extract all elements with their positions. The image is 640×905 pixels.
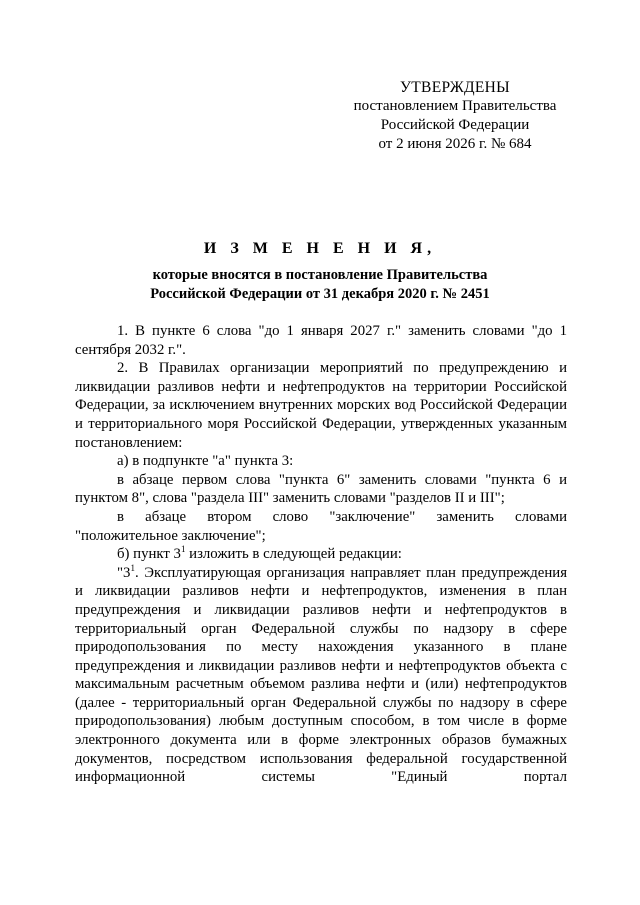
paragraph-item-2: 2. В Правилах организации мероприятий по предупреждению и ликвидации разливов нефти и нефтепродуктов на территории Российской Федерации, за исключением внутренних морских вод Российской Федерации и территориального моря Российской Федерации, утвержденных указанным постановлением:: [75, 360, 567, 451]
paragraph-item-1: 1. В пункте 6 слова "до 1 января 2027 г." заменить словами "до 1 сентября 2032 г.".: [75, 323, 567, 358]
heading-title: И З М Е Н Е Н И Я,: [203, 240, 437, 257]
text-fragment: б) пункт 3: [117, 546, 181, 563]
document-body: [75, 322, 567, 787]
approval-title: УТВЕРЖДЕНЫ: [400, 79, 510, 96]
paragraph-new-wording: [75, 564, 567, 787]
paragraph-second-abzac: в абзаце втором слово "заключение" заменить словами "положительное заключение";: [75, 508, 567, 544]
superscript: 1: [180, 544, 186, 555]
heading-subtitle: Российской Федерации от 31 декабря 2020 г. № 2451: [150, 286, 490, 302]
heading-subtitle: которые вносятся в постановление Правительства: [152, 267, 488, 283]
paragraph-subitem-a: а) в подпункте "а" пункта 3:: [117, 453, 294, 470]
text-fragment: . Эксплуатирующая организация направляет план предупреждения и ликвидации разливов нефти и нефтепродуктов, изменения в план предупреждения и ликвидации разливов нефти и нефтепродуктов в территориальный орган Федеральной службы по надзору в сфере природопользования по месту нахождения указанного в плане предупреждения и ликвидации разливов нефти и нефтепродуктов объекта с максимальным расчетным объемом разлива нефти и (или) нефтепродуктов (далее - территориальный орган Федеральной службы по надзору в сфере природопользования) любым доступным способом, в том числе в форме электронного документа или в форме электронных образов бумажных документов, посредством использования федеральной государственной информационной системы "Единый портал: [75, 564, 567, 786]
approval-line: Российской Федерации: [380, 117, 530, 133]
superscript: 1: [130, 562, 135, 573]
approval-date: от 2 июня 2026 г. № 684: [378, 136, 532, 152]
text-fragment: "3: [117, 564, 131, 581]
document-heading: [60, 238, 580, 304]
approval-line: постановлением Правительства: [353, 98, 557, 114]
paragraph-first-abzac: в абзаце первом слова "пункта 6" заменить словами "пункта 6 и пунктом 8", слова "раздела III" заменить словами "разделов II и III";: [75, 471, 567, 507]
text-fragment: изложить в следующей редакции:: [185, 546, 402, 563]
paragraph-subitem-b: [75, 545, 567, 564]
approval-block: [345, 78, 565, 154]
